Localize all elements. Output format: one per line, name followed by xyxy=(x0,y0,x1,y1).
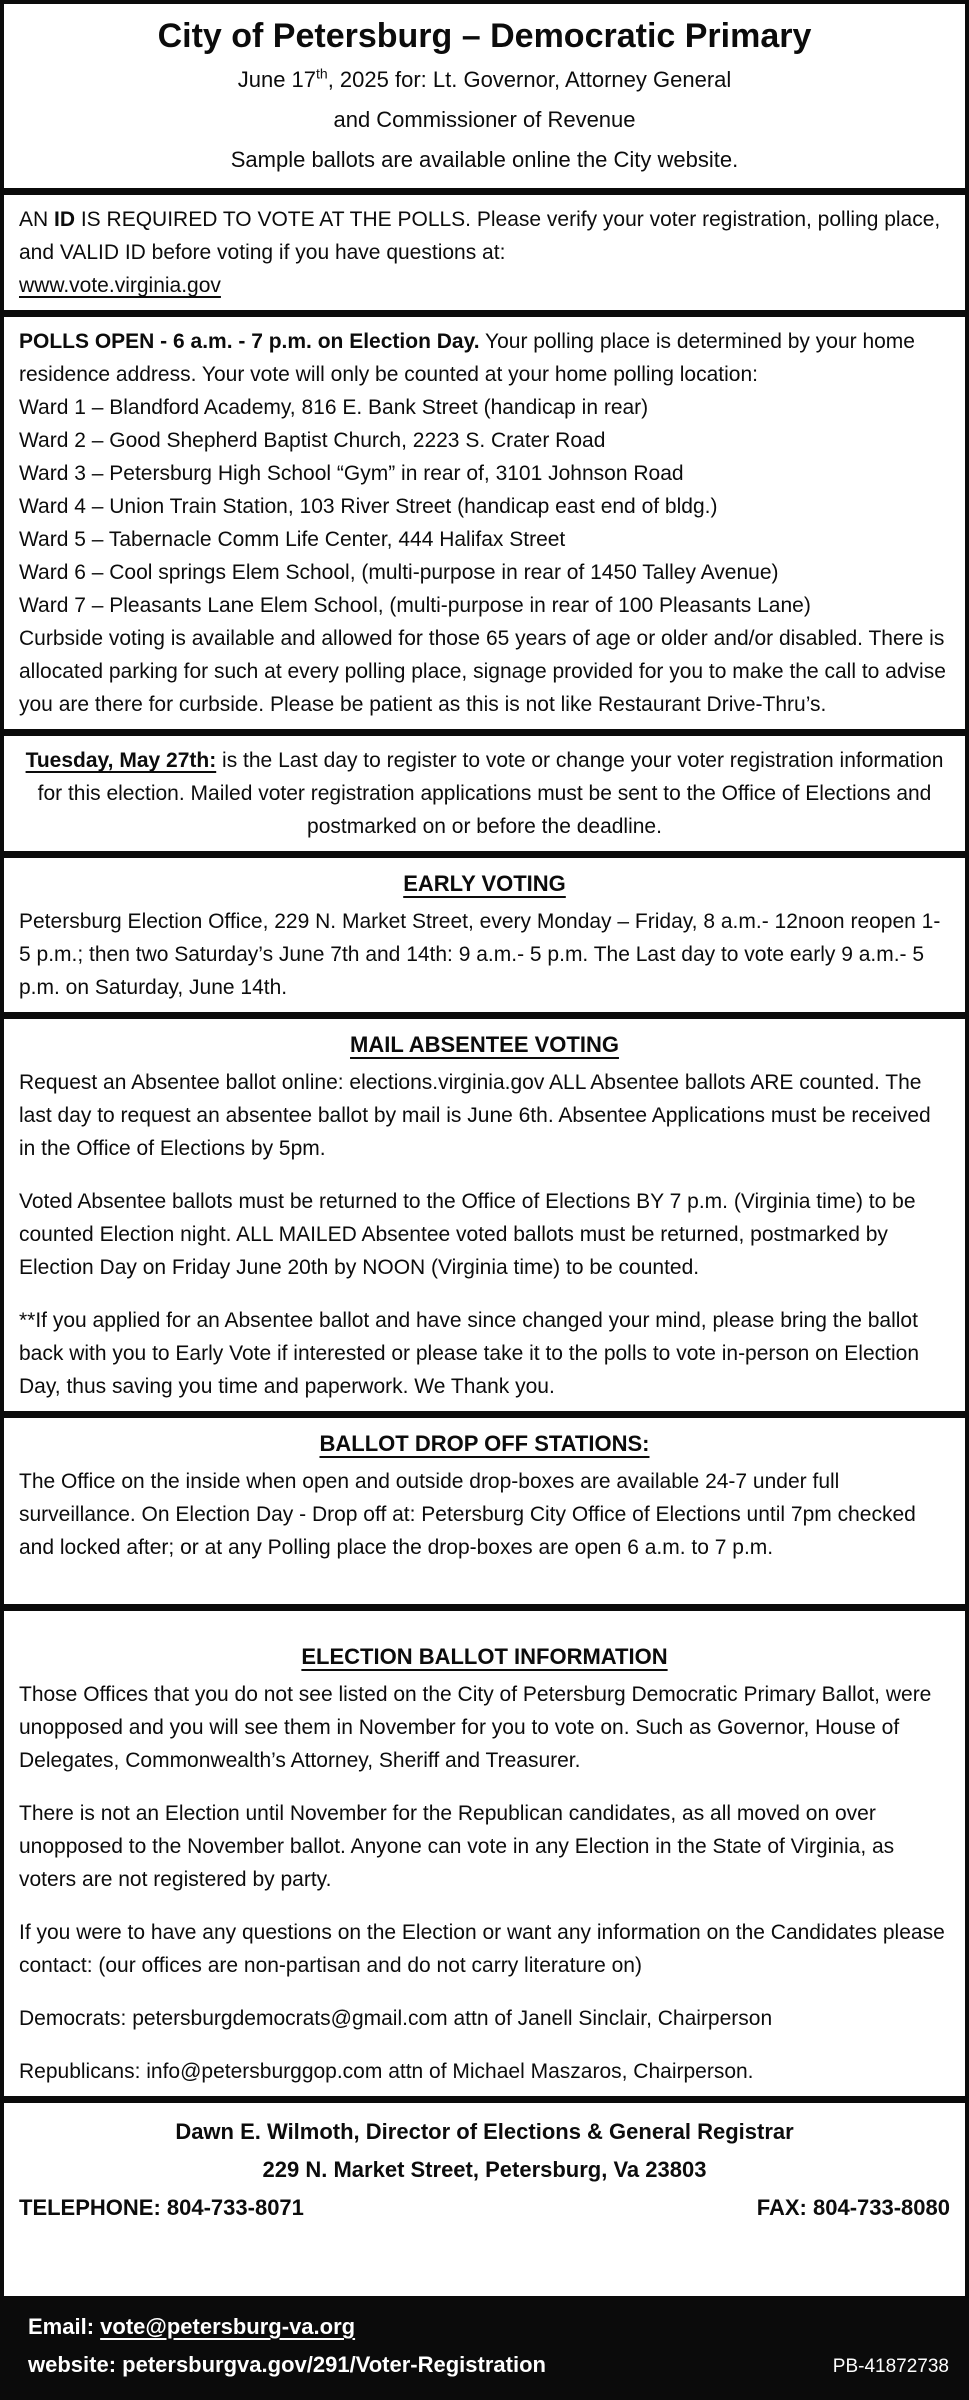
mail-absentee-paragraph-1: Request an Absentee ballot online: elections.virginia.gov ALL Absentee ballots ARE counted. The last day to request an absentee ballot by mail is June 6th. Absentee Applications must be received in the Office of Elections by 5pm. xyxy=(19,1071,931,1160)
registrar-name-line: Dawn E. Wilmoth, Director of Elections & General Registrar xyxy=(175,2119,794,2144)
election-offices-line: and Commissioner of Revenue xyxy=(333,107,636,132)
curbside-paragraph: Curbside voting is available and allowed for those 65 years of age or older and/or disabled. There is allocated parking for such at every polling place, signage provided for you to make the call to advise you are there for curbside. Please be patient as this is not like Restaurant Drive-Thru’s. xyxy=(19,627,946,716)
mail-absentee-paragraph-3: **If you applied for an Absentee ballot and have since changed your mind, please bring the ballot back with you to Early Vote if interested or please take it to the polls to vote in-person on Election Day, thus saving you time and paperwork. We Thank you. xyxy=(19,1309,920,1398)
fax-number: FAX: 804-733-8080 xyxy=(756,2195,950,2220)
vote-virginia-link[interactable]: www.vote.virginia.gov xyxy=(19,274,221,297)
democrats-contact-line: Democrats: petersburgdemocrats@gmail.com attn of Janell Sinclair, Chairperson xyxy=(19,2007,773,2030)
website-line xyxy=(28,2346,949,2386)
id-text-1: AN xyxy=(19,208,55,231)
page-title: City of Petersburg – Democratic Primary xyxy=(157,17,812,55)
drop-off-section xyxy=(4,1418,965,1611)
date-prefix: June 17 xyxy=(237,67,317,92)
ward-4-line: Ward 4 – Union Train Station, 103 River Street (handicap east end of bldg.) xyxy=(19,495,718,518)
ballot-info-paragraph-3: If you were to have any questions on the Election or want any information on the Candidates please contact: (our offices are non-partisan and do not carry literature on) xyxy=(19,1921,945,1977)
early-voting-paragraph: Petersburg Election Office, 229 N. Market Street, every Monday – Friday, 8 a.m.- 12noon reopen 1-5 p.m.; then two Saturday’s June 7th and 14th: 9 a.m.- 5 p.m. The Last day to vote early 9 a.m.- 5 p.m. on Saturday, June 14th. xyxy=(19,910,941,999)
id-text-bold: ID xyxy=(54,208,76,231)
registration-deadline-paragraph xyxy=(19,744,950,843)
polls-open-section xyxy=(4,317,965,736)
website-link[interactable]: petersburgva.gov/291/Voter-Registration xyxy=(122,2352,546,2377)
phone-fax-row xyxy=(19,2189,950,2227)
email-link[interactable]: vote@petersburg-va.org xyxy=(100,2314,356,2339)
republicans-contact-line: Republicans: info@petersburggop.com attn of Michael Maszaros, Chairperson. xyxy=(19,2060,754,2083)
ward-2-line: Ward 2 – Good Shepherd Baptist Church, 2223 S. Crater Road xyxy=(19,429,606,452)
deadline-date: Tuesday, May 27th: xyxy=(25,749,217,772)
mail-absentee-heading: MAIL ABSENTEE VOTING xyxy=(350,1032,619,1057)
ballot-info-paragraph-2: There is not an Election until November for the Republican candidates, as all moved on over unopposed to the November ballot. Anyone can vote in any Election in the State of Virginia, as voters are not registered by party. xyxy=(19,1802,895,1891)
sample-ballots-line: Sample ballots are available online the City website. xyxy=(230,147,739,172)
pb-code: PB-41872738 xyxy=(832,2356,949,2377)
id-required-section xyxy=(4,195,965,317)
date-ordinal: th xyxy=(316,65,328,82)
header-section xyxy=(4,4,965,195)
email-line xyxy=(28,2308,949,2346)
id-required-paragraph xyxy=(19,203,950,269)
mail-absentee-section xyxy=(4,1019,965,1418)
ward-6-line: Ward 6 – Cool springs Elem School, (multi-purpose in rear of 1450 Talley Avenue) xyxy=(19,561,779,584)
early-voting-section xyxy=(4,858,965,1019)
ballot-info-section xyxy=(4,1611,965,2103)
date-rest: , 2025 for: Lt. Governor, Attorney General xyxy=(327,67,732,92)
polls-open-intro: Your polling place is determined by your home residence address. Your vote will only be counted at your home polling location: xyxy=(19,330,915,386)
registrar-address-line: 229 N. Market Street, Petersburg, Va 23803 xyxy=(262,2157,707,2182)
email-label: Email: xyxy=(28,2314,101,2339)
registrar-section xyxy=(4,2103,965,2233)
ward-7-line: Ward 7 – Pleasants Lane Elem School, (multi-purpose in rear of 100 Pleasants Lane) xyxy=(19,594,811,617)
ballot-info-paragraph-1: Those Offices that you do not see listed on the City of Petersburg Democratic Primary Ballot, were unopposed and you will see them in November for you to vote on. Such as Governor, House of Delegates, Commonwealth’s Attorney, Sheriff and Treasurer. xyxy=(19,1683,932,1772)
polls-open-heading: POLLS OPEN - 6 a.m. - 7 p.m. on Election Day. xyxy=(19,330,480,353)
drop-off-paragraph: The Office on the inside when open and outside drop-boxes are available 24-7 under full surveillance. On Election Day - Drop off at: Petersburg City Office of Elections until 7pm checked and locked after; or at any Polling place the drop-boxes are open 6 a.m. to 7 p.m. xyxy=(19,1470,916,1559)
telephone-number: TELEPHONE: 804-733-8071 xyxy=(19,2195,304,2220)
ballot-info-heading: ELECTION BALLOT INFORMATION xyxy=(301,1644,668,1669)
deadline-text: is the Last day to register to vote or change your voter registration information for this election. Mailed voter registration applications must be sent to the Office of Elections and postmarked on or before the deadline. xyxy=(37,749,944,838)
id-text-2: IS REQUIRED TO VOTE AT THE POLLS. Please verify your voter registration, polling place, and VALID ID before voting if you have questions at: xyxy=(19,208,941,264)
website-label: website: xyxy=(28,2352,123,2377)
ward-3-line: Ward 3 – Petersburg High School “Gym” in rear of, 3101 Johnson Road xyxy=(19,462,684,485)
registration-deadline-section xyxy=(4,736,965,858)
early-voting-heading: EARLY VOTING xyxy=(403,871,566,896)
footer-band xyxy=(4,2296,965,2400)
mail-absentee-paragraph-2: Voted Absentee ballots must be returned to the Office of Elections BY 7 p.m. (Virginia time) to be counted Election night. ALL MAILED Absentee voted ballots must be returned, postmarked by Election Day on Friday June 20th by NOON (Virginia time) to be counted. xyxy=(19,1190,916,1279)
election-date-line xyxy=(19,60,950,100)
ward-5-line: Ward 5 – Tabernacle Comm Life Center, 444 Halifax Street xyxy=(19,528,566,551)
drop-off-heading: BALLOT DROP OFF STATIONS: xyxy=(319,1431,650,1456)
polls-open-paragraph xyxy=(19,325,950,391)
ward-1-line: Ward 1 – Blandford Academy, 816 E. Bank Street (handicap in rear) xyxy=(19,396,649,419)
